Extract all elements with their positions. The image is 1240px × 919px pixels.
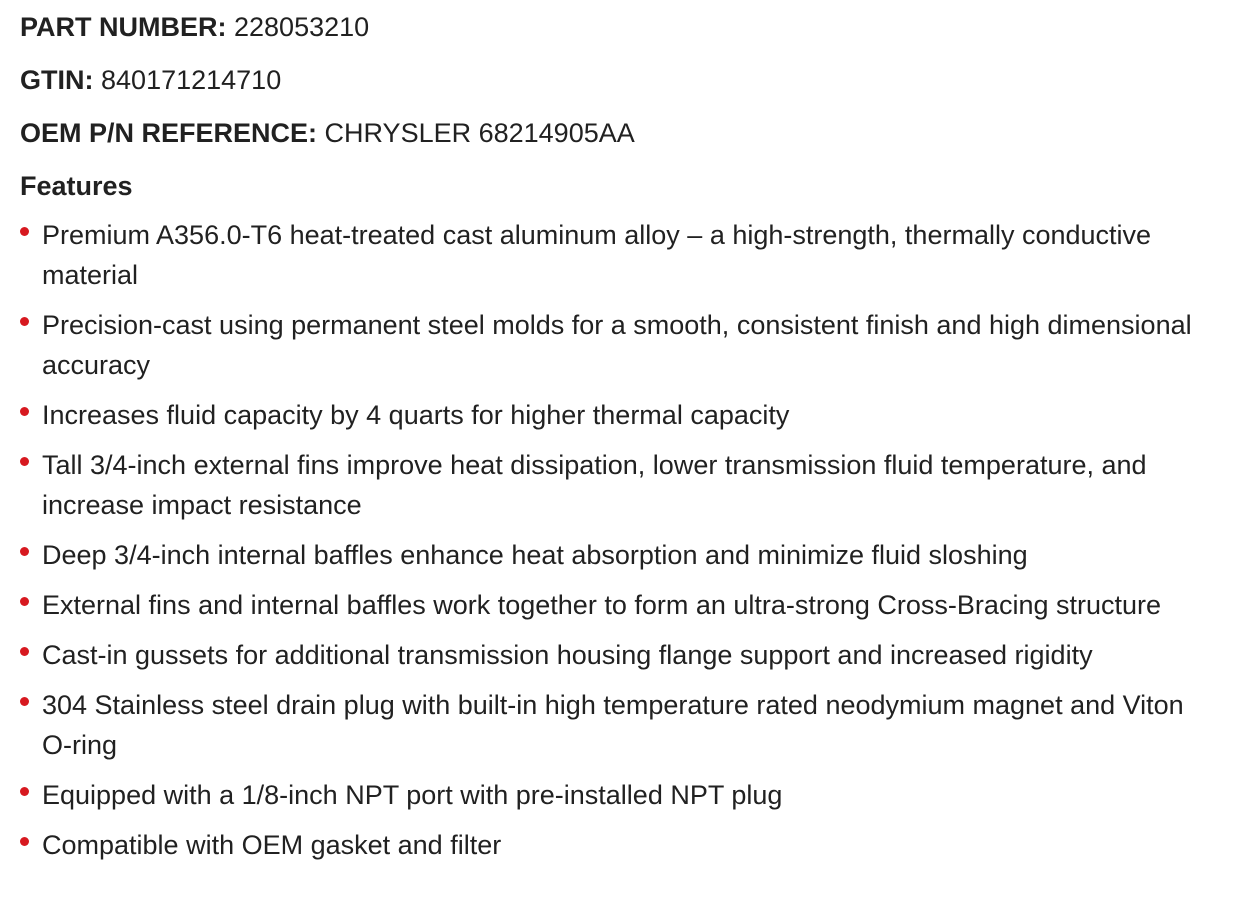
part-number-value: 228053210: [234, 12, 370, 42]
bullet-icon: [20, 697, 29, 706]
feature-item: [20, 585, 1192, 625]
feature-item: [20, 305, 1192, 385]
feature-text: Increases fluid capacity by 4 quarts for higher thermal capacity: [42, 400, 790, 430]
feature-item: [20, 535, 1192, 575]
bullet-icon: [20, 787, 29, 796]
feature-item: [20, 635, 1192, 675]
feature-text: Compatible with OEM gasket and filter: [42, 830, 502, 860]
feature-item: [20, 445, 1192, 525]
oem-reference-label: OEM P/N REFERENCE:: [20, 118, 318, 148]
feature-text: Precision-cast using permanent steel molds for a smooth, consistent finish and high dimensional accuracy: [42, 310, 1192, 380]
bullet-icon: [20, 407, 29, 416]
oem-reference-row: [20, 114, 1240, 152]
feature-item: [20, 775, 1192, 815]
bullet-icon: [20, 597, 29, 606]
gtin-row: [20, 61, 1240, 99]
feature-text: External fins and internal baffles work together to form an ultra-strong Cross-Bracing structure: [42, 590, 1162, 620]
feature-item: [20, 395, 1192, 435]
bullet-icon: [20, 227, 29, 236]
feature-text: 304 Stainless steel drain plug with built-in high temperature rated neodymium magnet and Viton O-ring: [42, 690, 1184, 760]
feature-text: Cast-in gussets for additional transmission housing flange support and increased rigidity: [42, 640, 1093, 670]
feature-item: [20, 825, 1192, 865]
bullet-icon: [20, 837, 29, 846]
feature-item: [20, 685, 1192, 765]
bullet-icon: [20, 547, 29, 556]
part-number-row: [20, 8, 1240, 46]
bullet-icon: [20, 647, 29, 656]
feature-item: [20, 215, 1192, 295]
bullet-icon: [20, 317, 29, 326]
part-number-label: PART NUMBER:: [20, 12, 227, 42]
feature-text: Premium A356.0-T6 heat-treated cast aluminum alloy – a high-strength, thermally conductive material: [42, 220, 1152, 290]
feature-text: Tall 3/4-inch external fins improve heat dissipation, lower transmission fluid temperature, and increase impact resistance: [42, 450, 1147, 520]
feature-list: [20, 215, 1240, 865]
feature-text: Deep 3/4-inch internal baffles enhance heat absorption and minimize fluid sloshing: [42, 540, 1028, 570]
oem-reference-value: CHRYSLER 68214905AA: [324, 118, 635, 148]
bullet-icon: [20, 457, 29, 466]
features-heading: Features: [20, 171, 133, 201]
gtin-label: GTIN:: [20, 65, 94, 95]
gtin-value: 840171214710: [101, 65, 282, 95]
feature-text: Equipped with a 1/8-inch NPT port with pre-installed NPT plug: [42, 780, 783, 810]
